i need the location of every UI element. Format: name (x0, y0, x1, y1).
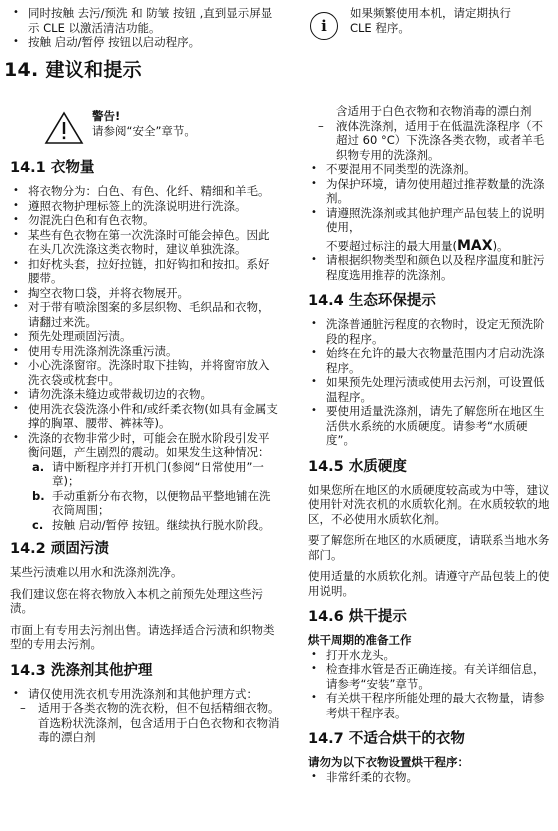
heading-14-5: 14.5 水质硬度 (308, 458, 407, 475)
heading-14-2: 14.2 顽固污渍 (10, 541, 109, 557)
list-item: • 某些有色衣物在第一次洗涤时可能会掉色。因此在头几次洗涤这类衣物时，建议单独洗涤。 (10, 228, 280, 257)
list-item: • 非常纤柔的衣物。 (308, 770, 553, 785)
list-item: • 小心洗涤窗帘。洗涤时取下挂钩，并将窗帘放入洗衣袋或枕套中。 (10, 358, 280, 387)
warning-text: 请参阅“安全”章节。 (92, 123, 196, 138)
warning-title: 警告! (92, 109, 121, 123)
paragraph: 市面上有专用去污剂出售。请选择适合污渍和织物类型的专用去污剂。 (10, 622, 275, 651)
subheading: 烘干周期的准备工作 (308, 633, 412, 647)
paragraph: 我们建议您在将衣物放入本机之前预先处理这些污渍。 (10, 586, 263, 615)
sub-list-item: a. 请中断程序并打开机门(参阅“日常使用”一章)； (32, 459, 264, 488)
dash-item: – 适用于各类衣物的洗衣粉，但不包括精细衣物。首选粉状洗涤剂，包含适用于白色衣物和衣物消毒的漂白剂 (20, 701, 280, 744)
list-item: • 使用洗衣袋洗涤小件和/或纤柔衣物(如具有金属支撑的胸罩、腰带、裤袜等)。 (10, 402, 280, 431)
list-item: • 使用专用洗涤剂洗涤重污渍。 (10, 344, 280, 359)
list-item: • 同时按触 去污/预洗 和 防皱 按钮 ,直到显示屏显示 CLE 以激活清洁功能。 (10, 6, 280, 35)
list-item: • 预先处理顽固污渍。 (10, 329, 280, 344)
paragraph: 要了解您所在地区的水质硬度，请联系当地水务部门。 (308, 533, 550, 562)
list-item: • 按触 启动/暂停 按钮以启动程序。 (10, 35, 280, 50)
paragraph: 如果您所在地区的水质硬度较高或为中等，建议使用针对洗衣机的水质软化剂。在水质较软的地区，不必使用水质软化剂。 (308, 482, 550, 526)
list-item: • 扣好枕头套，拉好拉链，扣好钩扣和按扣。系好腰带。 (10, 257, 280, 286)
list-item: • 检查排水管是否正确连接。有关详细信息，请参考“安装”章节。 (308, 662, 553, 691)
list-item: • 为保护环境，请勿使用超过推荐数量的洗涤剂。 (308, 177, 553, 206)
list-item: • 要使用适量洗涤剂，请先了解您所在地区生活供水系统的水质硬度。请参考“水质硬度”。 (308, 404, 553, 448)
list-item: • 请仅使用洗衣机专用洗涤剂和其他护理方式： (10, 687, 280, 702)
heading-14-1: 14.1 衣物量 (10, 160, 95, 176)
list-item: • 洗涤普通脏污程度的衣物时，设定无预洗阶段的程序。 (308, 317, 553, 346)
dash-item: – 液体洗涤剂，适用于在低温洗涤程序（不超过 60 °C）下洗涤各类衣物，或者羊毛织物专用的洗涤剂。 (318, 118, 545, 162)
max-label: MAX (457, 237, 493, 254)
list-item: • 将衣物分为：白色、有色、化纤、精细和羊毛。 (10, 184, 280, 199)
list-item: • 如果预先处理污渍或使用去污剂，可设置低温程序。 (308, 375, 553, 404)
section-title: 14. 建议和提示 (4, 59, 142, 81)
list-item: • 打开水龙头。 (308, 648, 553, 663)
list-item: • 始终在允许的最大衣物量范围内才启动洗涤程序。 (308, 346, 553, 375)
top-left-list (10, 6, 280, 50)
heading-14-6: 14.6 烘干提示 (308, 609, 407, 625)
list-item: • 不要混用不同类型的洗涤剂。 (308, 162, 553, 177)
subheading: 请勿为以下衣物设置烘干程序： (308, 755, 469, 769)
heading-14-7: 14.7 不适合烘干的衣物 (308, 731, 465, 747)
warning-block (10, 107, 280, 145)
sub-list-item: b. 手动重新分布衣物，以便物品平整地铺在洗衣筒周围； (32, 488, 271, 517)
list-item: • 请根据织物类型和颜色以及程序温度和脏污程度选用推荐的洗涤剂。 (308, 253, 553, 282)
info-note (308, 6, 553, 40)
info-icon: i (310, 12, 338, 40)
heading-14-4: 14.4 生态环保提示 (308, 293, 436, 309)
list-item: • 对于带有喷涂图案的多层织物、毛织品和衣物，请翻过来洗。 (10, 300, 280, 329)
list-item: • 勿混洗白色和有色衣物。 (10, 213, 280, 228)
heading-14-3: 14.3 洗涤剂其他护理 (10, 662, 153, 679)
right-column (308, 104, 553, 784)
list-item: • 掏空衣物口袋，并将衣物展开。 (10, 286, 280, 301)
list-item: • 请遵照洗涤剂或其他护理产品包装上的说明使用， (308, 206, 553, 235)
info-text: 如果频繁使用本机，请定期执行 CLE 程序。 (350, 6, 511, 35)
list-item: • 有关烘干程序所能处理的最大衣物量，请参考烘干程序表。 (308, 691, 553, 720)
list-item: • 请勿洗涤未缝边或带裁切边的衣物。 (10, 387, 280, 402)
paragraph: 使用适量的水质软化剂。请遵守产品包装上的使用说明。 (308, 569, 550, 598)
list-item: • 遵照衣物护理标签上的洗涤说明进行洗涤。 (10, 199, 280, 214)
sub-list-item: c. 按触 启动/暂停 按钮。继续执行脱水阶段。 (32, 517, 271, 532)
dash-item-continued: 含适用于白色衣物和衣物消毒的漂白剂 (336, 104, 532, 118)
max-note: 不要超过标注的最大用量(MAX)。 (326, 237, 509, 254)
left-column (10, 107, 280, 744)
list-item: • 洗涤的衣物非常少时，可能会在脱水阶段引发平衡问题，产生剧烈的震动。如果发生这种情况： (10, 431, 280, 460)
warning-icon (44, 111, 84, 145)
paragraph: 某些污渍难以用水和洗涤剂洗净。 (10, 565, 183, 579)
